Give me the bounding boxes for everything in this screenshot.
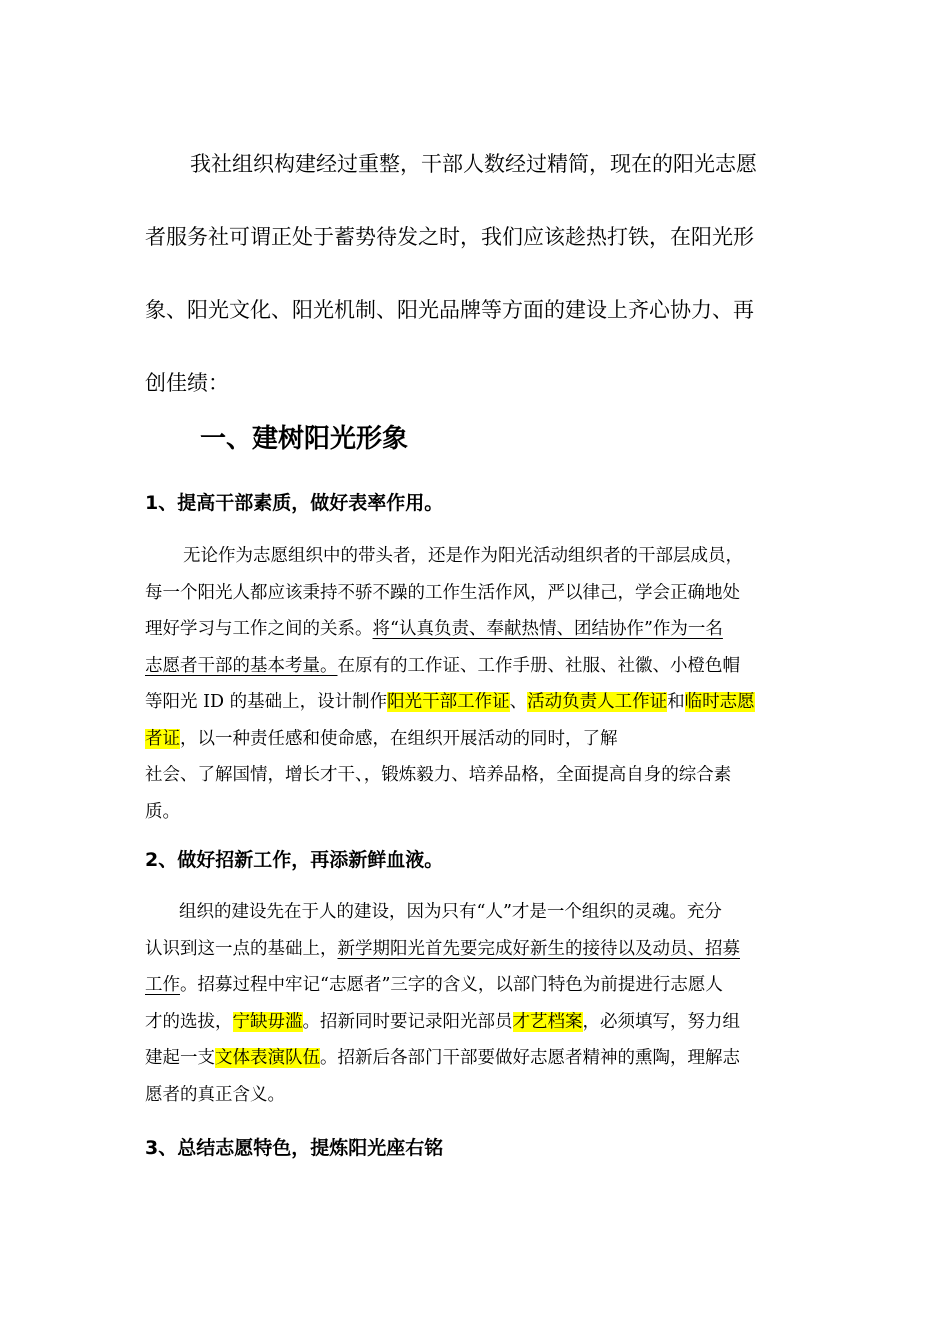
para-line <box>145 611 805 648</box>
para-line <box>145 1040 805 1077</box>
para-line <box>145 684 805 721</box>
text-run: 。招新后各部门干部要做好志愿者精神的熏陶，理解志 <box>320 1048 740 1068</box>
para-line: 每一个阳光人都应该秉持不骄不躁的工作生活作风，严以律己，学会正确地处 <box>145 582 740 603</box>
highlighted-text: 才艺档案 <box>512 1011 583 1032</box>
highlighted-text: 文体表演队伍 <box>215 1048 320 1068</box>
para-line: 组织的建设先在于人的建设，因为只有“人”才是一个组织的灵魂。充分 <box>179 902 722 922</box>
text-run: ，以一种责任感和使命感，在组织开展活动的同时，了解 <box>180 728 618 749</box>
text-run: 等阳光 ID 的基础上，设计制作 <box>145 692 388 712</box>
para-line: 社会、了解国情，增长才干、，锻炼毅力、培养品格，全面提高自身的综合素 <box>145 765 732 785</box>
highlighted-text: 阳光干部工作证 <box>387 692 510 712</box>
text-run: 。招募过程中牢记“志愿者”三字的含义，以部门特色为前提进行志愿人 <box>180 975 723 995</box>
text-run: 认识到这一点的基础上， <box>145 938 338 959</box>
text-run: 。招新同时要记录阳光部员 <box>302 1011 513 1032</box>
text-run: 和 <box>667 692 685 712</box>
para-line: 无论作为志愿组织中的带头者，还是作为阳光活动组织者的干部层成员， <box>183 546 743 566</box>
para-line: 愿者的真正含义。 <box>145 1084 285 1105</box>
para-line <box>145 648 805 685</box>
subsection-title-3: 3、总结志愿特色，提炼阳光座右铭 <box>145 1137 444 1159</box>
para-line <box>145 967 805 1004</box>
text-run: 理好学习与工作之间的关系。 <box>145 619 373 639</box>
text-run: 在原有的工作证、工作手册、社服、社徽、小橙色帽 <box>337 655 740 676</box>
para-line <box>145 1004 805 1041</box>
subsection-title-2: 2、做好招新工作，再添新鲜血液。 <box>145 849 444 871</box>
subsection-title-1: 1、提高干部素质，做好表率作用。 <box>145 492 444 514</box>
underlined-text: 将“认真负责、奉献热情、团结协作”作为一名 <box>372 619 723 639</box>
intro-line: 者服务社可谓正处于蓄势待发之时，我们应该趁热打铁，在阳光形 <box>145 225 754 249</box>
text-run: 、 <box>509 692 528 712</box>
highlighted-text: 活动负责人工作证 <box>527 692 668 712</box>
para-line: 质。 <box>145 801 180 822</box>
text-run: 建起一支 <box>145 1048 215 1068</box>
para-line <box>145 721 805 758</box>
intro-line: 象、阳光文化、阳光机制、阳光品牌等方面的建设上齐心协力、再 <box>145 298 754 322</box>
text-run: ，必须填写，努力组 <box>582 1011 740 1032</box>
intro-line: 我社组织构建经过重整，干部人数经过精简，现在的阳光志愿 <box>190 152 757 176</box>
underlined-text: 工作 <box>145 975 180 995</box>
underlined-text: 志愿者干部的基本考量。 <box>145 655 338 676</box>
intro-paragraph <box>145 128 805 420</box>
highlighted-text: 宁缺毋滥 <box>232 1011 303 1032</box>
highlighted-text: 者证 <box>145 728 180 749</box>
para-line <box>145 931 805 968</box>
intro-line: 创佳绩： <box>145 371 229 395</box>
highlighted-text: 临时志愿 <box>684 692 755 712</box>
underlined-text: 新学期阳光首先要完成好新生的接待以及动员、招募 <box>337 938 740 959</box>
section-heading: 一、建树阳光形象 <box>200 424 409 454</box>
subsection-2-paragraph <box>145 894 805 1113</box>
text-run: 才的选拔， <box>145 1011 233 1032</box>
subsection-1-paragraph <box>145 538 805 830</box>
